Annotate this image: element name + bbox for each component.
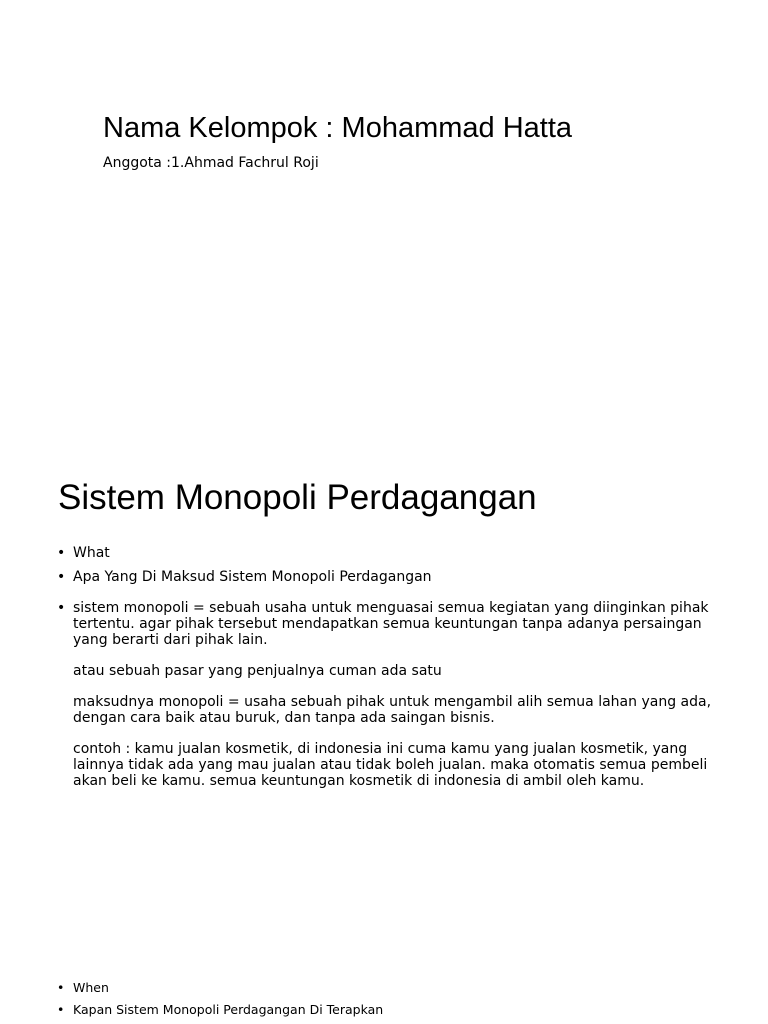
bullet-item	[57, 545, 737, 561]
members-subtitle: Anggota :1.Ahmad Fachrul Roji	[103, 155, 319, 171]
bullet-item	[57, 980, 737, 996]
group-name-title: Nama Kelompok : Mohammad Hatta	[103, 112, 573, 144]
bullet-paragraph: maksudnya monopoli = usaha sebuah pihak untuk mengambil alih semua lahan yang ada, dengan cara baik atau buruk, dan tanpa ada saingan bisnis.	[73, 694, 712, 726]
bullet-icon: •	[57, 569, 66, 585]
bullet-item	[57, 1002, 737, 1018]
bullet-paragraph: atau sebuah pasar yang penjualnya cuman ada satu	[73, 663, 442, 679]
bullet-text: Apa Yang Di Maksud Sistem Monopoli Perdagangan	[73, 569, 432, 585]
bullet-paragraph: sistem monopoli = sebuah usaha untuk menguasai semua kegiatan yang diinginkan pihak tertentu. agar pihak tersebut mendapatkan semua keuntungan tanpa adanya persaingan yang berarti dari pihak lain.	[73, 600, 709, 648]
bullet-icon: •	[57, 1002, 65, 1017]
bullet-icon: •	[57, 600, 66, 616]
bullet-list	[57, 980, 737, 1024]
bullet-list	[57, 545, 737, 797]
bullet-text: When	[73, 980, 109, 995]
bullet-item	[57, 600, 737, 789]
bullet-item	[57, 569, 737, 585]
bullet-paragraph: contoh : kamu jualan kosmetik, di indonesia ini cuma kamu yang jualan kosmetik, yang lainnya tidak ada yang mau jualan atau tidak boleh jualan. maka otomatis semua pembeli akan beli ke kamu. semua keuntungan kosmetik di indonesia di ambil oleh kamu.	[73, 741, 708, 789]
bullet-text: Kapan Sistem Monopoli Perdagangan Di Terapkan	[73, 1002, 384, 1017]
bullet-icon: •	[57, 980, 65, 995]
bullet-text: What	[73, 545, 110, 561]
bullet-icon: •	[57, 545, 66, 561]
slide-title: Sistem Monopoli Perdagangan	[58, 478, 537, 517]
